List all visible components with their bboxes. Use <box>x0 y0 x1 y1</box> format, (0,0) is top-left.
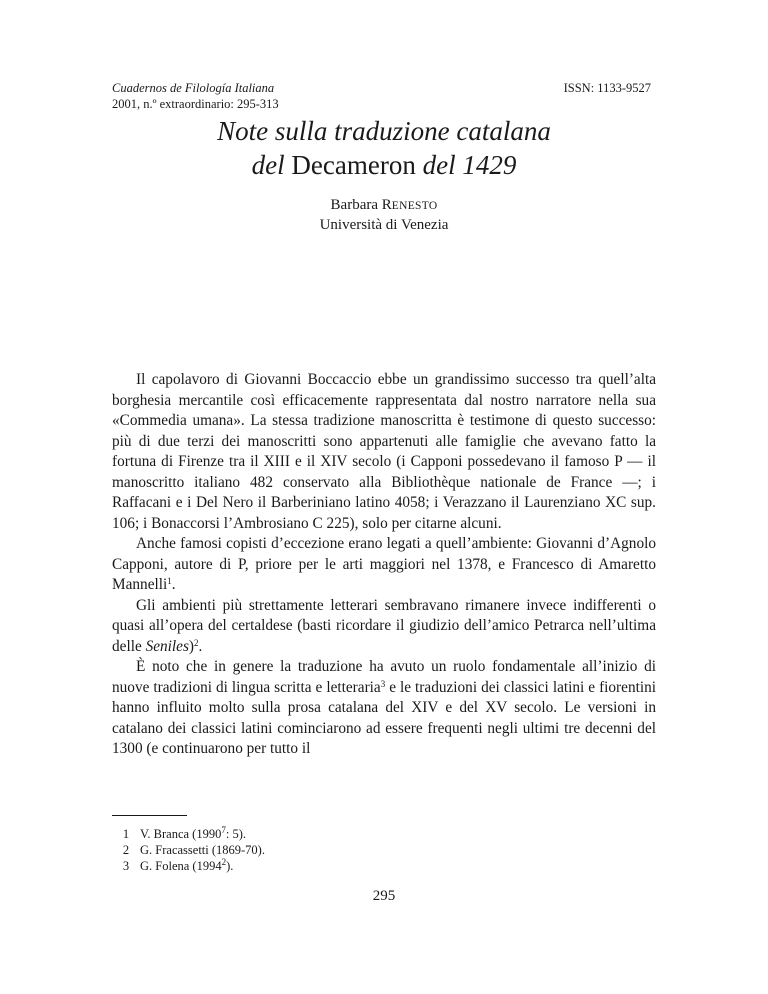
paragraph-2 <box>112 534 656 596</box>
journal-name: Cuadernos de Filología Italiana <box>112 81 275 95</box>
title-line-2 <box>112 148 656 182</box>
footnote-number: 1 <box>122 827 130 841</box>
paragraph-4 <box>112 657 656 760</box>
footnotes <box>112 826 265 874</box>
footnote-text-a: G. Folena (1994 <box>140 859 222 873</box>
paragraph-3-end: . <box>198 637 203 655</box>
author-affiliation: Università di Venezia <box>319 217 449 233</box>
footnote-number: 3 <box>122 859 130 873</box>
footnote-text-a: G. Fracassetti (1869-70). <box>140 843 265 857</box>
paragraph-4-text-a: È noto che in genere la traduzione ha avuto un ruolo fondamentale all’inizio di nuove tradizioni di lingua scritta e letteraria <box>112 658 656 696</box>
footnote-text <box>140 842 265 858</box>
title-line-1: Note sulla traduzione catalana <box>217 116 551 146</box>
footnote-text-b: ). <box>226 859 234 873</box>
footnote-text-a: V. Branca (1990 <box>140 827 222 841</box>
author-first-name: Barbara <box>330 197 379 213</box>
author-name <box>112 196 656 216</box>
author-block <box>112 196 656 235</box>
article-body <box>112 370 656 760</box>
footnote-edition: 7 <box>221 825 226 835</box>
footnote-rule <box>112 815 187 816</box>
footnote-text <box>140 826 246 842</box>
running-header <box>112 80 279 112</box>
footnote-text-b: : 5). <box>225 827 246 841</box>
paragraph-1: Il capolavoro di Giovanni Boccaccio ebbe un grandissimo successo tra quell’alta borghesia mercantile così efficacemente rappresentata dal nostro narratore nella sua «Commedia umana». La stessa tradizione manoscritta è testimone di questo successo: più di due terzi dei manoscritti sono appartenuti alle famiglie che avevano fatto la fortuna di Firenze tra il XIII e il XIV secolo (i Capponi possedevano il famoso P — il manoscritto italiano 482 conservato alla Bibliothèque nationale de France —; i Raffacani e i Del Nero il Barberiniano latino 4058; i Verazzano il Laurenziano XC sup. 106; i Bonaccorsi l’Ambrosiano C 225), solo per citarne alcuni. <box>112 371 656 532</box>
page-number: 295 <box>372 888 396 904</box>
paragraph-3 <box>112 596 656 658</box>
title-year: del 1429 <box>422 150 517 180</box>
article-title <box>112 114 656 182</box>
footnote-text <box>140 858 233 874</box>
paragraph-4-text-b: e le traduzioni dei classici latini e fiorentini hanno influito molto sulla prosa catalana del XIV e del XV secolo. Le versioni in catalano dei classici latini cominciarono ad essere frequenti negli ultimi tre decenni del 1300 (e continuarono per tutto il <box>112 678 656 757</box>
footnote-edition: 2 <box>221 857 227 867</box>
footnote-number: 2 <box>122 843 130 857</box>
footnote-ref-3: 3 <box>380 678 386 689</box>
paragraph-2-end: . <box>171 576 176 593</box>
paragraph-3-close: ) <box>188 637 195 655</box>
title-del-1: del <box>251 150 285 180</box>
footnote-ref-2: 2 <box>194 637 199 648</box>
issue-info: 2001, n.º extraordinario: 295-313 <box>112 97 279 111</box>
seniles-title: Seniles <box>145 637 189 655</box>
author-surname-rest: ENESTO <box>391 200 438 212</box>
footnote <box>112 826 265 842</box>
footnote <box>112 858 265 874</box>
paragraph-2-text: Anche famosi copisti d’eccezione erano legati a quell’ambiente: Giovanni d’Agnolo Capponi, autore di P, priore per le arti maggiori nel 1378, e Francesco di Amaretto Mannelli <box>112 535 656 593</box>
footnote <box>112 842 265 858</box>
paragraph-3-text: Gli ambienti più strettamente letterari sembravano rimanere invece indifferenti o quasi all’opera del certaldese (basti ricordare il giudizio dell’amico Petrarca nell’ultima delle <box>112 596 656 655</box>
author-surname-initial: R <box>381 197 392 213</box>
title-work: Decameron <box>291 150 416 180</box>
footnote-ref-1: 1 <box>167 576 172 586</box>
issn: ISSN: 1133-9527 <box>563 81 651 95</box>
